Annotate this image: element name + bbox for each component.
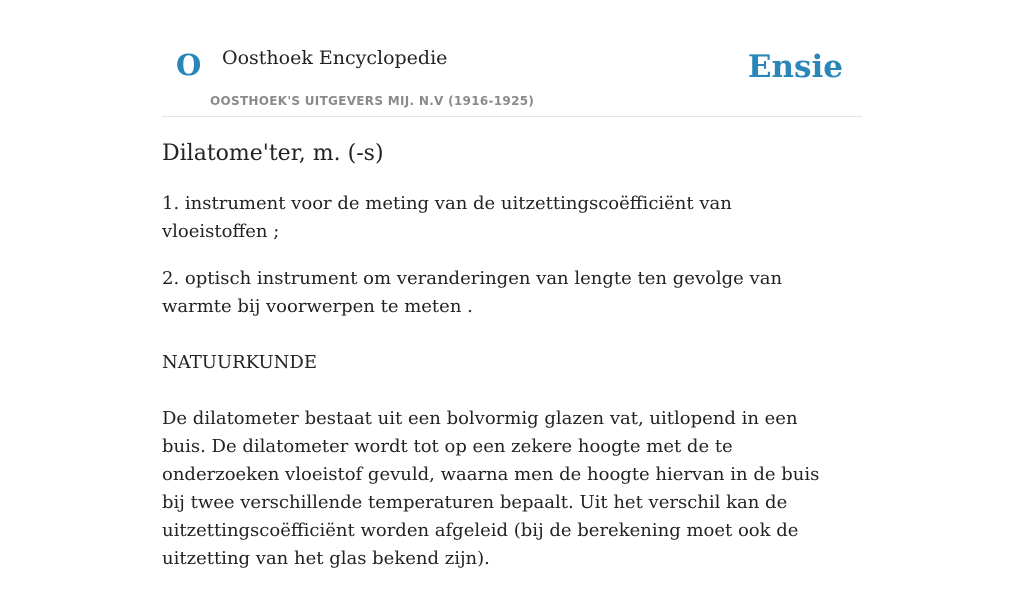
section-label: NATUURKUNDE	[162, 352, 317, 373]
publication-title[interactable]: Oosthoek Encyclopedie	[222, 47, 448, 69]
entry-title: Dilatome'ter, m. (-s)	[162, 141, 384, 166]
entry-body: De dilatometer bestaat uit een bolvormig glazen vat, uitlopend in een buis. De dilatometer wordt tot op een zekere hoogte met de te onderzoeken vloeistof gevuld, waarna men de hoogte hiervan in de buis bij twee verschillende temperaturen bepaalt. Uit het verschil kan de uitzettingscoëfficiënt worden afgeleid (bij de berekening moet ook de uitzetting van het glas bekend zijn).	[162, 408, 820, 569]
definition-1: 1. instrument voor de meting van de uitzettingscoëfficiënt van vloeistoffen ;	[162, 193, 732, 242]
definition-2: 2. optisch instrument om veranderingen van lengte ten gevolge van warmte bij voorwerpen te meten .	[162, 268, 783, 317]
publication-logo[interactable]: O	[176, 48, 202, 82]
brand-logo[interactable]: Ensie	[747, 49, 843, 85]
entry-content	[162, 138, 842, 592]
header	[162, 0, 862, 117]
publication-subtitle: OOSTHOEK'S UITGEVERS MIJ. N.V (1916-1925)	[210, 94, 535, 108]
